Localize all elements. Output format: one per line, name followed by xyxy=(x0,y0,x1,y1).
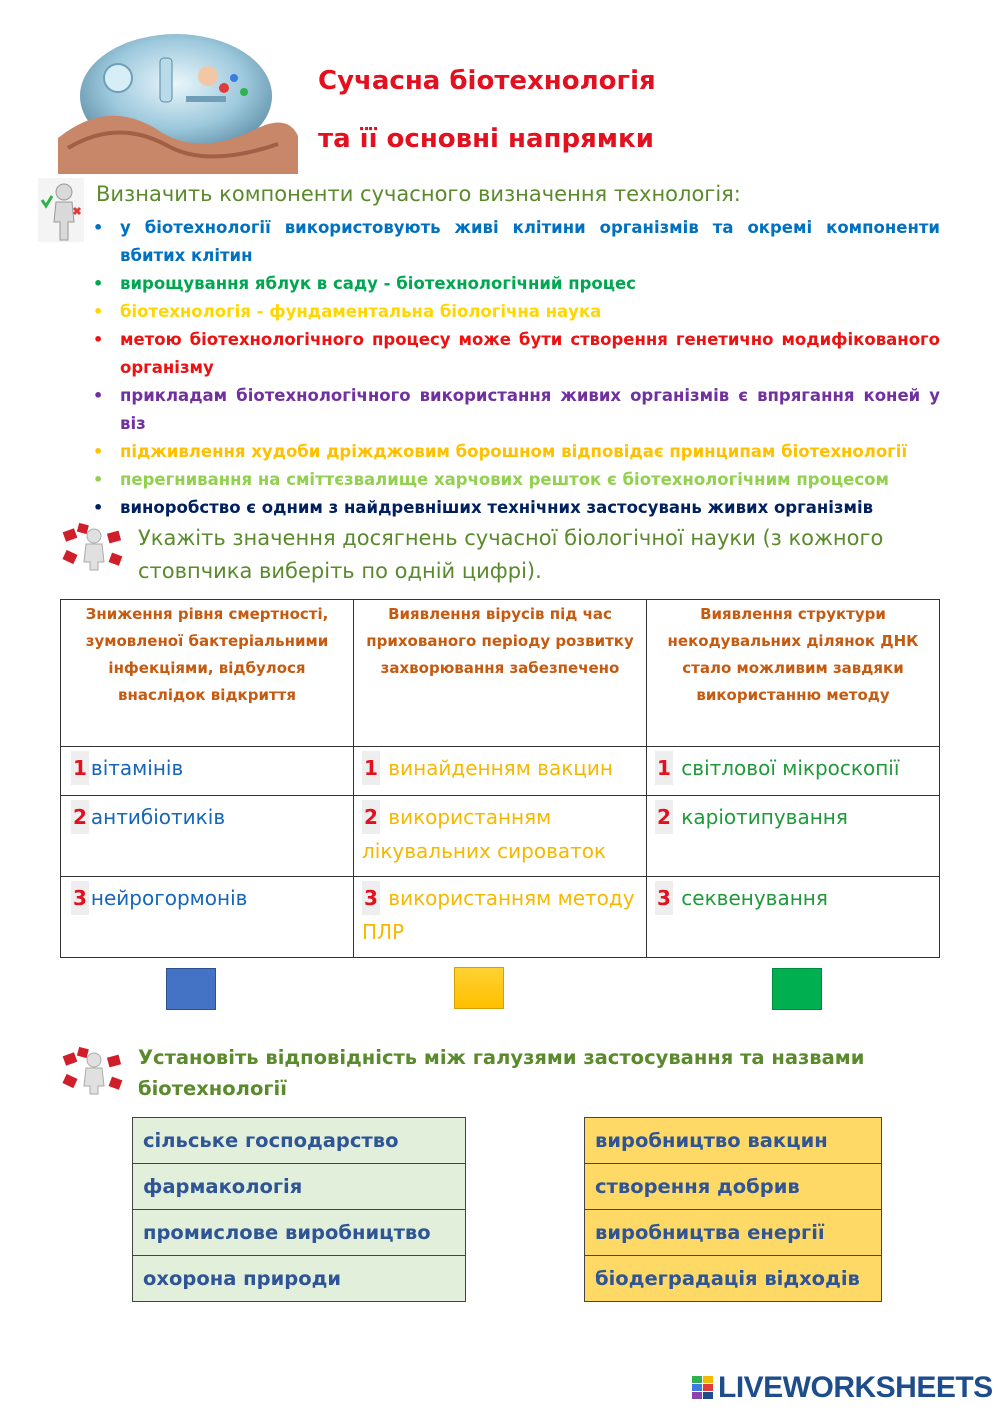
statement-item[interactable]: • прикладам біотехнологічного використання живих організмів є впрягання коней у віз xyxy=(90,382,940,438)
match-item-left[interactable]: промислове виробництво xyxy=(133,1210,466,1256)
task2-heading: Укажіть значення досягнень сучасної біологічної науки (з кожного стовпчика виберіть по одній цифрі). xyxy=(138,526,884,583)
match-item-right[interactable]: виробництво вакцин xyxy=(585,1118,882,1164)
thinking-figure-icon xyxy=(38,178,84,242)
option-number: 2 xyxy=(362,800,380,834)
option-cell xyxy=(354,747,647,796)
column-header: Виявлення вірусів під час прихованого періоду розвитку захворювання забезпечено xyxy=(354,600,647,747)
option-text: каріотипування xyxy=(681,805,848,829)
option-text: світлової мікроскопії xyxy=(681,756,900,780)
match-item-right[interactable]: виробництва енергії xyxy=(585,1210,882,1256)
statement-item[interactable]: • у біотехнології використовують живі клітини організмів та окремі компоненти вбитих клітин xyxy=(90,214,940,270)
bullet-icon: • xyxy=(93,442,104,461)
match-item-left[interactable]: сільське господарство xyxy=(133,1118,466,1164)
option-number: 1 xyxy=(655,751,673,785)
statement-item[interactable]: • підживлення худоби дріжджовим борошном відповідає принципам біотехнології xyxy=(90,438,940,466)
bullet-icon: • xyxy=(93,498,104,517)
answer-box-column-1[interactable] xyxy=(166,968,216,1010)
option-number: 2 xyxy=(71,800,89,834)
page-title-line-1: Сучасна біотехнологія xyxy=(318,66,656,96)
achievements-table xyxy=(60,599,940,958)
statement-item[interactable]: • метою біотехнологічного процесу може бути створення генетично модифікованого організму xyxy=(90,326,940,382)
matching-right-column xyxy=(584,1117,882,1302)
page-title-line-2: та її основні напрямки xyxy=(318,124,654,154)
option-number: 3 xyxy=(71,881,89,915)
bullet-icon: • xyxy=(93,386,104,405)
option-cell xyxy=(354,877,647,958)
option-number: 3 xyxy=(655,881,673,915)
option-number: 2 xyxy=(655,800,673,834)
brand-footer xyxy=(692,1373,993,1403)
column-header: Зниження рівня смертності, зумовленої бактеріальними інфекціями, відбулося внаслідок відкриття xyxy=(61,600,354,747)
header-illustration xyxy=(48,18,304,174)
option-text: вітамінів xyxy=(90,756,184,780)
match-item-left[interactable]: фармакологія xyxy=(133,1164,466,1210)
brand-name: LIVEWORKSHEETS xyxy=(718,1371,993,1404)
statement-item[interactable]: • біотехнологія - фундаментальна біологічна наука xyxy=(90,298,940,326)
statement-item[interactable]: • перегнивання на сміттєзвалище харчових решток є біотехнологічним процесом xyxy=(90,466,940,494)
option-cell xyxy=(647,796,940,877)
liveworksheets-logo-icon xyxy=(692,1376,714,1400)
option-text: антибіотиків xyxy=(90,805,226,829)
option-text: нейрогормонів xyxy=(90,886,248,910)
match-item-right[interactable]: створення добрив xyxy=(585,1164,882,1210)
column-header: Виявлення структури некодувальних ділянок ДНК стало можливим завдяки використанню методу xyxy=(647,600,940,747)
puzzle-figure-icon xyxy=(60,1046,126,1096)
matching-left-column xyxy=(132,1117,466,1302)
answer-box-column-3[interactable] xyxy=(772,968,822,1010)
statement-item[interactable]: • вирощування яблук в саду - біотехнологічний процес xyxy=(90,270,940,298)
option-cell xyxy=(354,796,647,877)
match-item-right[interactable]: біодеградація відходів xyxy=(585,1256,882,1302)
match-item-left[interactable]: охорона природи xyxy=(133,1256,466,1302)
option-cell xyxy=(61,796,354,877)
answer-box-column-2[interactable] xyxy=(454,967,504,1009)
bullet-icon: • xyxy=(93,302,104,321)
option-cell xyxy=(61,747,354,796)
bullet-icon: • xyxy=(93,330,104,349)
option-number: 1 xyxy=(71,751,89,785)
option-text: винайденням вакцин xyxy=(388,756,613,780)
bullet-icon: • xyxy=(93,218,104,237)
option-number: 3 xyxy=(362,881,380,915)
bullet-icon: • xyxy=(93,274,104,293)
option-text: використанням методу ПЛР xyxy=(362,886,635,944)
statement-item[interactable]: • виноробство є одним з найдревніших технічних застосувань живих організмів xyxy=(90,494,940,522)
task1-heading: Визначить компоненти сучасного визначення технологія: xyxy=(96,182,741,206)
bullet-icon: • xyxy=(93,470,104,489)
option-cell xyxy=(61,877,354,958)
option-cell xyxy=(647,747,940,796)
option-number: 1 xyxy=(362,751,380,785)
option-text: використанням лікувальних сироваток xyxy=(362,805,607,863)
statement-list xyxy=(90,214,940,522)
task3-heading: Установіть відповідність між галузями застосування та назвами біотехнології xyxy=(138,1046,865,1100)
puzzle-figure-icon xyxy=(60,522,126,572)
option-text: секвенування xyxy=(681,886,828,910)
option-cell xyxy=(647,877,940,958)
